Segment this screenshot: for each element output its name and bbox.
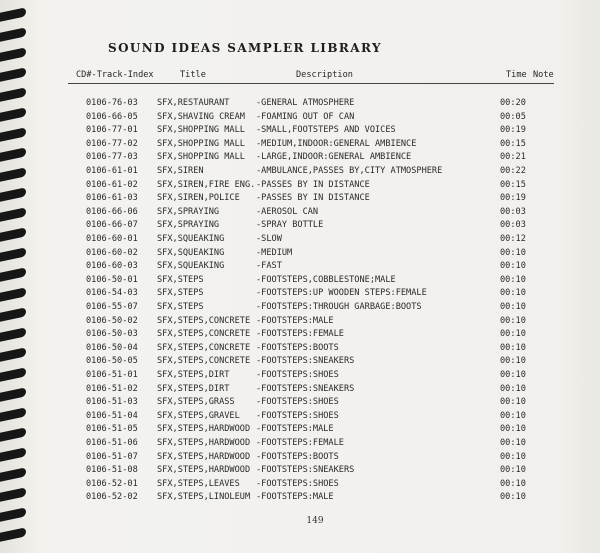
track-index: 0106-51-01 xyxy=(86,370,138,380)
table-row xyxy=(0,150,600,164)
track-index: 0106-61-02 xyxy=(86,179,138,190)
table-row xyxy=(0,123,600,137)
table-row xyxy=(0,463,600,477)
track-time: 00:10 xyxy=(500,315,526,326)
table-row xyxy=(0,205,600,219)
table-row xyxy=(0,300,600,314)
track-index: 0106-51-04 xyxy=(86,410,138,421)
table-row xyxy=(0,191,600,205)
track-index: 0106-51-07 xyxy=(86,451,138,462)
track-description: -FOOTSTEPS:SNEAKERS xyxy=(256,356,355,367)
table-row xyxy=(0,341,600,355)
track-time: 00:10 xyxy=(500,247,526,258)
track-description: -FOOTSTEPS:FEMALE xyxy=(256,438,344,448)
track-title: SFX,STEPS,HARDWOOD xyxy=(157,424,251,435)
track-index: 0106-61-01 xyxy=(86,166,138,176)
track-description: -FOOTSTEPS:BOOTS xyxy=(256,451,339,462)
track-description: -LARGE,INDOOR:GENERAL AMBIENCE xyxy=(256,152,412,163)
track-index: 0106-51-08 xyxy=(86,465,138,476)
track-index: 0106-54-03 xyxy=(86,288,138,299)
table-row xyxy=(0,314,600,328)
track-description: -MEDIUM,INDOOR:GENERAL AMBIENCE xyxy=(256,138,417,149)
track-index: 0106-51-05 xyxy=(86,424,138,435)
track-time: 00:10 xyxy=(500,261,526,272)
table-row xyxy=(0,382,600,396)
track-title: SFX,STEPS,CONCRETE xyxy=(157,315,251,326)
track-description: -AMBULANCE,PASSES BY,CITY ATMOSPHERE xyxy=(256,166,443,176)
track-title: SFX,SIREN,FIRE ENG. xyxy=(157,179,256,190)
table-row xyxy=(0,490,600,504)
track-title: SFX,SHOPPING MALL xyxy=(157,138,245,149)
track-time: 00:10 xyxy=(500,424,526,435)
table-row xyxy=(0,137,600,151)
track-index: 0106-50-02 xyxy=(86,315,138,326)
table-row xyxy=(0,327,600,341)
track-index: 0106-61-03 xyxy=(86,193,138,204)
track-title: SFX,STEPS,HARDWOOD xyxy=(157,465,251,476)
track-title: SFX,STEPS,GRAVEL xyxy=(157,410,240,421)
track-description: -GENERAL ATMOSPHERE xyxy=(256,98,355,108)
track-description: -FOOTSTEPS:SNEAKERS xyxy=(256,465,355,476)
track-description: -MEDIUM xyxy=(256,247,293,258)
track-time: 00:10 xyxy=(500,438,526,448)
track-index: 0106-52-02 xyxy=(86,492,138,503)
table-row xyxy=(0,178,600,192)
table-row xyxy=(0,422,600,436)
header-time: Time xyxy=(506,70,527,80)
track-description: -FOOTSTEPS:SHOES xyxy=(256,370,339,380)
table-row xyxy=(0,218,600,232)
track-title: SFX,STEPS,DIRT xyxy=(157,370,230,380)
track-time: 00:10 xyxy=(500,383,526,394)
track-index: 0106-51-02 xyxy=(86,383,138,394)
track-time: 00:10 xyxy=(500,492,526,503)
spiral-ring xyxy=(0,527,26,542)
track-index: 0106-50-03 xyxy=(86,329,138,340)
header-description: Description xyxy=(296,70,353,80)
track-description: -FOAMING OUT OF CAN xyxy=(256,111,355,122)
track-index: 0106-55-07 xyxy=(86,302,138,312)
track-index: 0106-77-01 xyxy=(86,125,138,136)
track-index: 0106-66-06 xyxy=(86,206,138,217)
track-time: 00:21 xyxy=(500,152,526,163)
spiral-ring xyxy=(0,7,26,22)
track-title: SFX,STEPS,DIRT xyxy=(157,383,230,394)
track-title: SFX,SQUEAKING xyxy=(157,247,225,258)
track-description: -FOOTSTEPS:MALE xyxy=(256,424,334,435)
track-time: 00:10 xyxy=(500,465,526,476)
table-row xyxy=(0,477,600,491)
track-description: -PASSES BY IN DISTANCE xyxy=(256,179,370,190)
spiral-ring xyxy=(0,27,26,42)
track-index: 0106-50-05 xyxy=(86,356,138,367)
table-row xyxy=(0,368,600,382)
track-title: SFX,STEPS,LEAVES xyxy=(157,478,240,489)
track-title: SFX,SPRAYING xyxy=(157,220,220,231)
table-row xyxy=(0,286,600,300)
track-description: -SMALL,FOOTSTEPS AND VOICES xyxy=(256,125,396,136)
track-time: 00:10 xyxy=(500,410,526,421)
table-row xyxy=(0,96,600,110)
track-title: SFX,RESTAURANT xyxy=(157,98,230,108)
track-title: SFX,STEPS xyxy=(157,288,204,299)
page-title: SOUND IDEAS SAMPLER LIBRARY xyxy=(108,41,382,55)
spiral-ring xyxy=(0,47,26,62)
track-description: -FOOTSTEPS:MALE xyxy=(256,492,334,503)
track-title: SFX,STEPS,HARDWOOD xyxy=(157,438,251,448)
track-title: SFX,SIREN xyxy=(157,166,204,176)
track-index: 0106-76-03 xyxy=(86,98,138,108)
track-description: -FOOTSTEPS:UP WOODEN STEPS:FEMALE xyxy=(256,288,427,299)
track-time: 00:05 xyxy=(500,111,526,122)
track-index: 0106-66-05 xyxy=(86,111,138,122)
track-index: 0106-52-01 xyxy=(86,478,138,489)
track-description: -FOOTSTEPS:SNEAKERS xyxy=(256,383,355,394)
track-time: 00:15 xyxy=(500,138,526,149)
table-row xyxy=(0,246,600,260)
table-row xyxy=(0,436,600,450)
table-row xyxy=(0,164,600,178)
track-title: SFX,STEPS,CONCRETE xyxy=(157,356,251,367)
table-row xyxy=(0,450,600,464)
track-time: 00:12 xyxy=(500,234,526,244)
track-time: 00:10 xyxy=(500,397,526,408)
track-time: 00:10 xyxy=(500,302,526,312)
track-time: 00:03 xyxy=(500,220,526,231)
table-row xyxy=(0,110,600,124)
track-time: 00:10 xyxy=(500,451,526,462)
track-time: 00:10 xyxy=(500,342,526,353)
track-time: 00:10 xyxy=(500,288,526,299)
track-description: -FOOTSTEPS,COBBLESTONE;MALE xyxy=(256,274,396,285)
track-title: SFX,STEPS,GRASS xyxy=(157,397,235,408)
track-description: -FOOTSTEPS:BOOTS xyxy=(256,342,339,353)
track-description: -FOOTSTEPS:THROUGH GARBAGE:BOOTS xyxy=(256,302,422,312)
track-title: SFX,STEPS xyxy=(157,302,204,312)
track-description: -FOOTSTEPS:SHOES xyxy=(256,410,339,421)
track-description: -SLOW xyxy=(256,234,282,244)
table-row xyxy=(0,395,600,409)
track-title: SFX,SHOPPING MALL xyxy=(157,125,245,136)
track-description: -PASSES BY IN DISTANCE xyxy=(256,193,370,204)
header-index: CD#-Track-Index xyxy=(76,70,154,80)
track-description: -FOOTSTEPS:MALE xyxy=(256,315,334,326)
track-index: 0106-60-03 xyxy=(86,261,138,272)
table-row xyxy=(0,259,600,273)
track-description: -FOOTSTEPS:FEMALE xyxy=(256,329,344,340)
track-description: -AEROSOL CAN xyxy=(256,206,319,217)
header-title: Title xyxy=(180,70,206,80)
track-index: 0106-51-03 xyxy=(86,397,138,408)
track-index: 0106-60-02 xyxy=(86,247,138,258)
track-title: SFX,STEPS,CONCRETE xyxy=(157,342,251,353)
track-description: -FOOTSTEPS:SHOES xyxy=(256,478,339,489)
track-index: 0106-50-01 xyxy=(86,274,138,285)
track-time: 00:10 xyxy=(500,274,526,285)
track-index: 0106-50-04 xyxy=(86,342,138,353)
track-time: 00:10 xyxy=(500,329,526,340)
table-row xyxy=(0,273,600,287)
track-title: SFX,SPRAYING xyxy=(157,206,220,217)
track-index: 0106-66-07 xyxy=(86,220,138,231)
track-title: SFX,STEPS,LINOLEUM xyxy=(157,492,251,503)
table-row xyxy=(0,354,600,368)
track-time: 00:03 xyxy=(500,206,526,217)
track-description: -SPRAY BOTTLE xyxy=(256,220,324,231)
header-rule xyxy=(68,83,554,84)
track-time: 00:20 xyxy=(500,98,526,108)
track-title: SFX,SIREN,POLICE xyxy=(157,193,240,204)
track-title: SFX,STEPS xyxy=(157,274,204,285)
header-note: Note xyxy=(533,70,554,80)
track-index: 0106-60-01 xyxy=(86,234,138,244)
spiral-ring xyxy=(0,67,26,82)
track-title: SFX,SQUEAKING xyxy=(157,261,225,272)
track-time: 00:15 xyxy=(500,179,526,190)
track-index: 0106-51-06 xyxy=(86,438,138,448)
track-time: 00:10 xyxy=(500,356,526,367)
track-title: SFX,STEPS,CONCRETE xyxy=(157,329,251,340)
track-index: 0106-77-02 xyxy=(86,138,138,149)
page-number: 149 xyxy=(306,516,324,526)
track-time: 00:19 xyxy=(500,193,526,204)
track-time: 00:10 xyxy=(500,478,526,489)
table-row xyxy=(0,409,600,423)
track-description: -FAST xyxy=(256,261,282,272)
track-time: 00:10 xyxy=(500,370,526,380)
track-title: SFX,SHOPPING MALL xyxy=(157,152,245,163)
track-description: -FOOTSTEPS:SHOES xyxy=(256,397,339,408)
track-title: SFX,SQUEAKING xyxy=(157,234,225,244)
table-row xyxy=(0,232,600,246)
track-title: SFX,STEPS,HARDWOOD xyxy=(157,451,251,462)
track-title: SFX,SHAVING CREAM xyxy=(157,111,245,122)
track-index: 0106-77-03 xyxy=(86,152,138,163)
track-time: 00:19 xyxy=(500,125,526,136)
track-time: 00:22 xyxy=(500,166,526,176)
